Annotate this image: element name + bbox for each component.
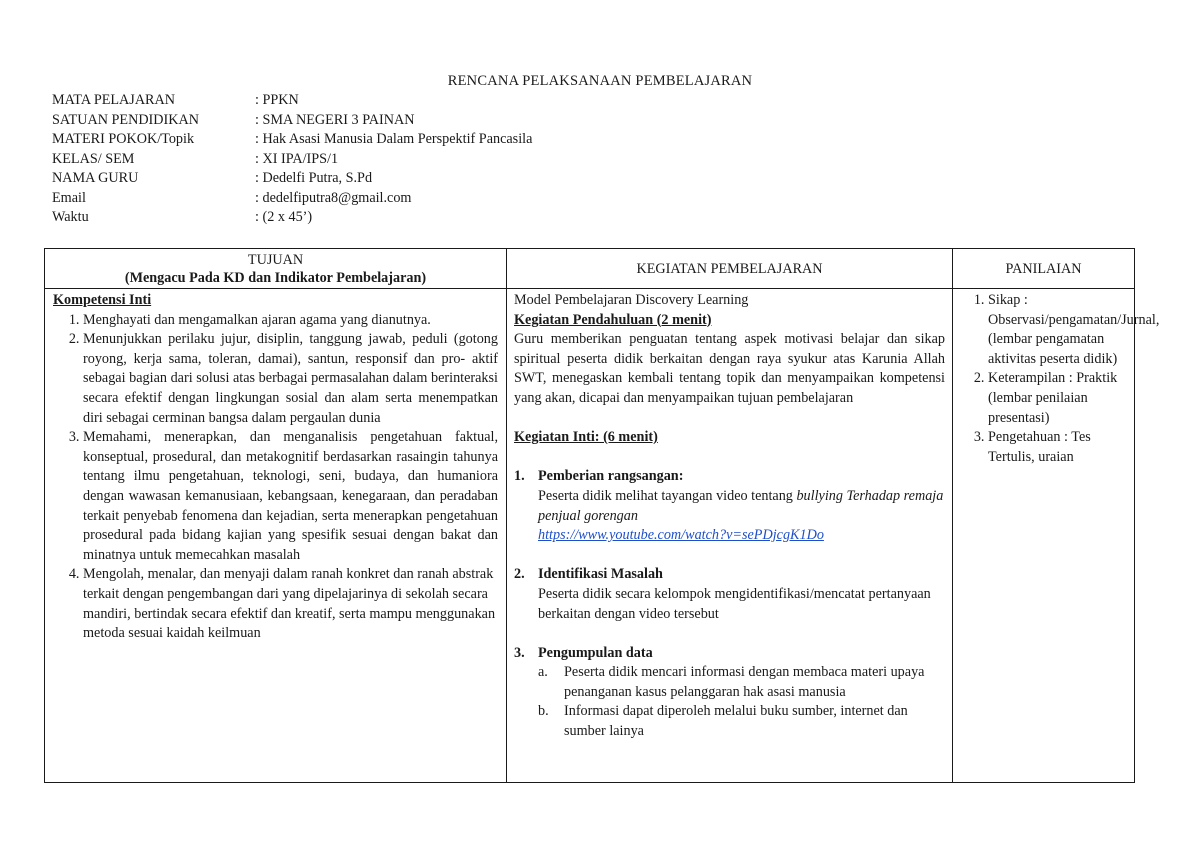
table-body-row bbox=[45, 289, 1135, 783]
meta-row-email bbox=[52, 189, 532, 209]
step-title: Pemberian rangsangan: bbox=[538, 468, 684, 485]
meta-key: SATUAN PENDIDIKAN bbox=[52, 111, 199, 128]
header-tujuan-line2: (Mengacu Pada KD dan Indikator Pembelajaran) bbox=[124, 269, 427, 286]
list-item: 2. Keterampilan : Praktik (lembar penilaian presentasi) bbox=[988, 369, 1127, 428]
list-item: 1. Menghayati dan mengamalkan ajaran agama yang dianutnya. bbox=[83, 311, 498, 331]
meta-row-satuan-pendidikan bbox=[52, 111, 532, 131]
meta-key: KELAS/ SEM bbox=[52, 150, 135, 167]
step-title: Identifikasi Masalah bbox=[538, 566, 663, 583]
sub-text: Informasi dapat diperoleh melalui buku sumber, internet dan sumber lainya bbox=[564, 703, 908, 740]
meta-value: : SMA NEGERI 3 PAINAN bbox=[255, 111, 415, 128]
header-penilaian: PANILAIAN bbox=[953, 249, 1135, 289]
cell-kegiatan bbox=[507, 289, 953, 783]
list-item: 3. Memahami, menerapkan, dan menganalisis pengetahuan faktual, konseptual, prosedural, dan metakognitif berdasarkan rasaingin tahunya tentang ilmu pengetahuan, teknologi, seni, budaya, dan humaniora dengan wawasan kemanusiaan, kebangsaan, kenegaraan, dan peradaban terkait penyebab fenomena dan kejadian, serta menerapkan pengetahuan prosedural pada bidang kajian yang spesifik sesuai dengan bakat dan minatnya untuk memecahkan masalah bbox=[83, 428, 498, 565]
step-text-italic: bullying Terhadap remaja penjual gorengan bbox=[538, 487, 944, 524]
sub-text: Peserta didik mencari informasi dengan membaca materi upaya penanganan kasus pelanggaran hak asasi manusia bbox=[564, 664, 925, 700]
meta-row-mata-pelajaran bbox=[52, 91, 532, 111]
sub-item bbox=[514, 702, 945, 741]
meta-value: : dedelfiputra8@gmail.com bbox=[255, 189, 412, 206]
step-text: Peserta didik melihat tayangan video tentang bbox=[538, 487, 797, 504]
step-number: 1. bbox=[514, 468, 525, 485]
youtube-link[interactable]: https://www.youtube.com/watch?v=sePDjcgK1Do bbox=[538, 527, 824, 544]
meta-key: MATERI POKOK/Topik bbox=[52, 131, 195, 147]
meta-value: : Dedelfi Putra, S.Pd bbox=[255, 170, 373, 186]
step-pengumpulan-data bbox=[514, 644, 945, 664]
step-title: Pengumpulan data bbox=[538, 644, 653, 661]
list-item: 3. Pengetahuan : Tes Tertulis, uraian bbox=[988, 428, 1127, 467]
meta-key: Email bbox=[52, 189, 86, 206]
sub-letter: a. bbox=[538, 664, 548, 681]
list-item: 2. Menunjukkan perilaku jujur, disiplin, tanggung jawab, peduli (gotong royong, kerja sama, toleran, damai), santun, responsif dan pro- aktif sebagai bagian dari solusi atas berbagai permasalahan dalam berinteraksi secara efektif dengan lingkungan sosial dan alam serta menempatkan diri sebagai cerminan bangsa dalam pergaulan dunia bbox=[83, 330, 498, 428]
sub-letter: b. bbox=[538, 703, 549, 720]
meta-value: : PPKN bbox=[255, 92, 299, 108]
meta-value: : XI IPA/IPS/1 bbox=[255, 150, 339, 167]
meta-row-nama-guru bbox=[52, 169, 532, 189]
inti-heading: Kegiatan Inti: (6 menit) bbox=[514, 429, 658, 446]
meta-row-materi-pokok bbox=[52, 130, 532, 150]
kompetensi-inti-heading: Kompetensi Inti bbox=[53, 292, 152, 308]
header-tujuan-line1: TUJUAN bbox=[247, 251, 304, 268]
penilaian-list bbox=[960, 291, 1160, 467]
step-number: 3. bbox=[514, 644, 525, 661]
meta-key: NAMA GURU bbox=[52, 170, 139, 186]
meta-key: Waktu bbox=[52, 209, 89, 225]
step-number: 2. bbox=[514, 566, 525, 583]
pendahuluan-heading: Kegiatan Pendahuluan (2 menit) bbox=[514, 311, 712, 328]
kompetensi-list bbox=[53, 311, 498, 644]
step-description bbox=[514, 487, 945, 546]
meta-row-waktu bbox=[52, 208, 532, 228]
cell-penilaian bbox=[953, 289, 1160, 783]
rpp-table bbox=[44, 248, 1160, 783]
step-identifikasi-masalah bbox=[514, 565, 945, 585]
step-pemberian-rangsangan bbox=[514, 467, 945, 487]
table-header-row bbox=[45, 249, 1135, 289]
step-text: Peserta didik secara kelompok mengidentifikasi/mencatat pertanyaan berkaitan dengan video tersebut bbox=[538, 585, 931, 622]
cell-tujuan bbox=[45, 289, 507, 783]
model-pembelajaran: Model Pembelajaran Discovery Learning bbox=[514, 292, 749, 308]
meta-value: : (2 x 45’) bbox=[255, 209, 313, 225]
meta-key: MATA PELAJARAN bbox=[52, 92, 176, 108]
meta-row-kelas-sem bbox=[52, 150, 532, 170]
list-item: 4. Mengolah, menalar, dan menyaji dalam ranah konkret dan ranah abstrak terkait dengan pengembangan dari yang dipelajarinya di sekolah secara mandiri, bertindak secara efektif dan kreatif, serta mampu menggunakan metoda sesuai kaidah keilmuan bbox=[83, 565, 498, 643]
meta-value: : Hak Asasi Manusia Dalam Perspektif Pancasila bbox=[255, 131, 533, 147]
list-item: 1. Sikap : Observasi/pengamatan/Jurnal, (lembar pengamatan aktivitas peserta didik) bbox=[988, 291, 1127, 369]
sub-item bbox=[514, 663, 945, 702]
header-tujuan bbox=[45, 249, 507, 289]
header-kegiatan: KEGIATAN PEMBELAJARAN bbox=[507, 249, 953, 289]
document-meta bbox=[52, 91, 532, 228]
pendahuluan-text: Guru memberikan penguatan tentang aspek motivasi belajar dan sikap spiritual peserta didik berkaitan dengan raya syukur atas Karunia Allah SWT, menegaskan kembali tentang topik dan menyampaikan kompetensi yang akan, dicapai dan menyampaikan tujuan pembelajaran bbox=[514, 331, 945, 406]
document-title: RENCANA PELAKSANAAN PEMBELAJARAN bbox=[447, 73, 753, 89]
